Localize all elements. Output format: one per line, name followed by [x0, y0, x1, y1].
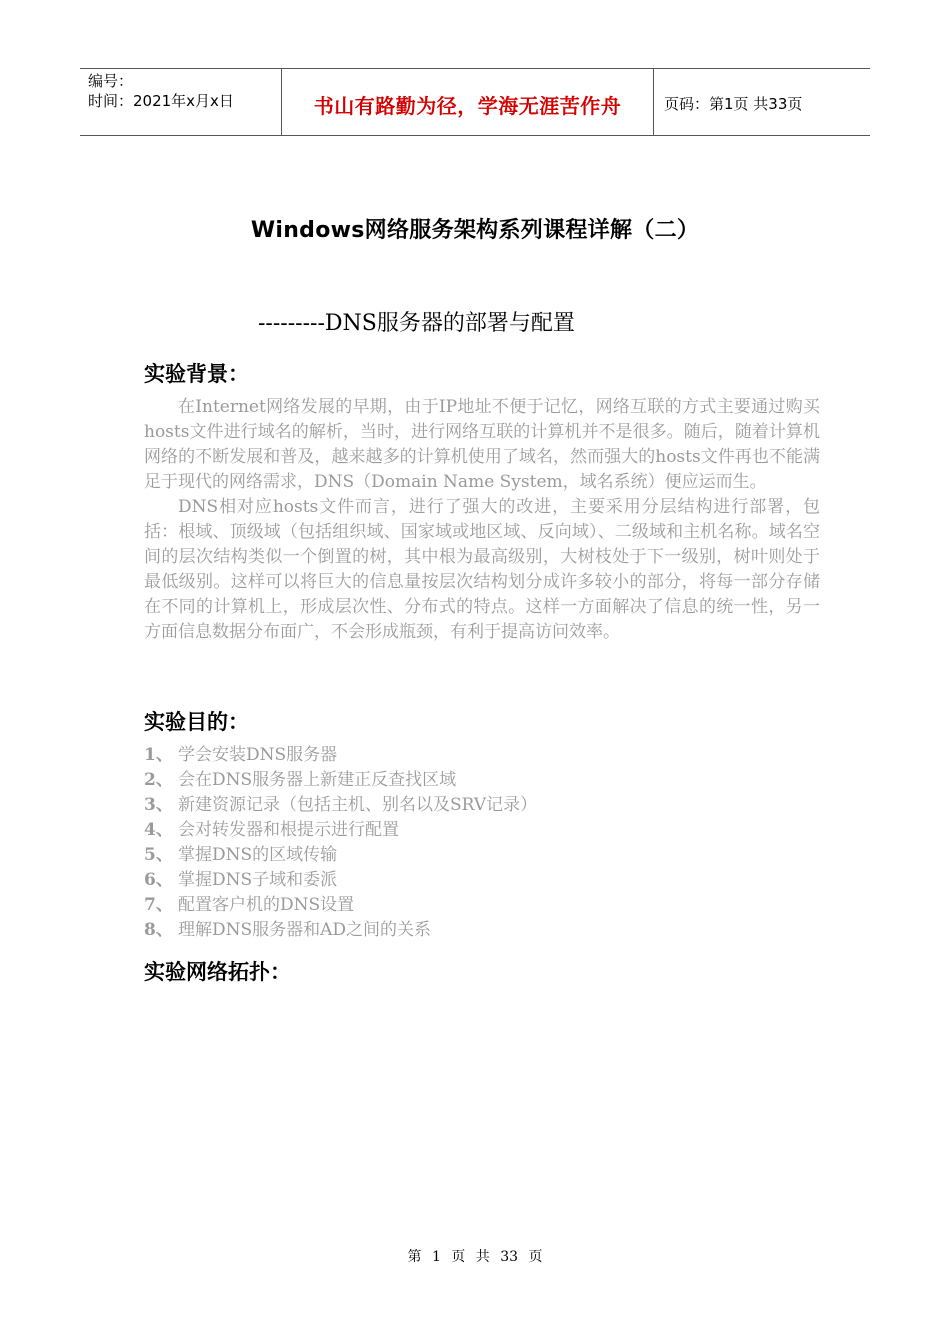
goals-heading: 实验目的：: [144, 710, 249, 734]
list-item-number: 7、: [144, 895, 173, 915]
list-item-text: 理解DNS服务器和AD之间的关系: [178, 920, 432, 940]
list-item: [144, 918, 537, 943]
list-item-text: 学会安装DNS服务器: [178, 745, 338, 765]
header-page-info: 页码：第1页 共33页: [664, 94, 803, 113]
list-item-number: 8、: [144, 920, 173, 940]
list-item-text: 新建资源记录（包括主机、别名以及SRV记录）: [178, 795, 538, 815]
list-item-number: 3、: [144, 795, 173, 815]
page-footer: 第 1 页 共 33 页: [407, 1249, 543, 1265]
background-paragraph: 在Internet网络发展的早期，由于IP地址不便于记忆，网络互联的方式主要通过购买hosts文件进行域名的解析，当时，进行网络互联的计算机并不是很多。随后，随着计算机网络的不断发展和普及，越来越多的计算机使用了域名，然而强大的hosts文件再也不能满足于现代的网络需求，DNS（Domain Name System，域名系统）便应运而生。: [144, 397, 820, 492]
list-item-text: 掌握DNS的区域传输: [178, 845, 338, 865]
list-item: [144, 743, 537, 768]
background-body: [144, 395, 820, 645]
time-label: 时间：2021年x月x日: [88, 92, 234, 110]
topology-heading: 实验网络拓扑：: [144, 960, 291, 984]
list-item-number: 4、: [144, 820, 173, 840]
header-motto: 书山有路勤为径，学海无涯苦作舟: [282, 69, 654, 135]
list-item-text: 会在DNS服务器上新建正反查找区域: [178, 770, 457, 790]
list-item-number: 1、: [144, 745, 173, 765]
list-item: [144, 793, 537, 818]
header-meta: [80, 69, 282, 135]
list-item-number: 2、: [144, 770, 173, 790]
document-title: Windows网络服务架构系列课程详解（二）: [250, 218, 700, 243]
background-paragraph: DNS相对应hosts文件而言，进行了强大的改进，主要采用分层结构进行部署，包括：根域、顶级域（包括组织域、国家域或地区域、反向域）、二级域和主机名称。域名空间的层次结构类似一个倒置的树，其中根为最高级别，大树枝处于下一级别，树叶则处于最低级别。这样可以将巨大的信息量按层次结构划分成许多较小的部分，将每一部分存储在不同的计算机上，形成层次性、分布式的特点。这样一方面解决了信息的统一性，另一方面信息数据分布面广，不会形成瓶颈，有利于提高访问效率。: [144, 497, 820, 642]
list-item-text: 配置客户机的DNS设置: [178, 895, 355, 915]
background-heading: 实验背景：: [144, 362, 249, 386]
list-item-text: 会对转发器和根提示进行配置: [178, 820, 399, 840]
list-item-text: 掌握DNS子域和委派: [178, 870, 338, 890]
list-item: [144, 843, 537, 868]
list-item: [144, 893, 537, 918]
list-item-number: 6、: [144, 870, 173, 890]
number-label: 编号：: [88, 72, 134, 90]
document-subtitle: ---------DNS服务器的部署与配置: [258, 311, 575, 336]
list-item-number: 5、: [144, 845, 173, 865]
list-item: [144, 768, 537, 793]
list-item: [144, 818, 537, 843]
goals-list: [144, 743, 537, 943]
list-item: [144, 868, 537, 893]
page-header: [80, 68, 870, 136]
